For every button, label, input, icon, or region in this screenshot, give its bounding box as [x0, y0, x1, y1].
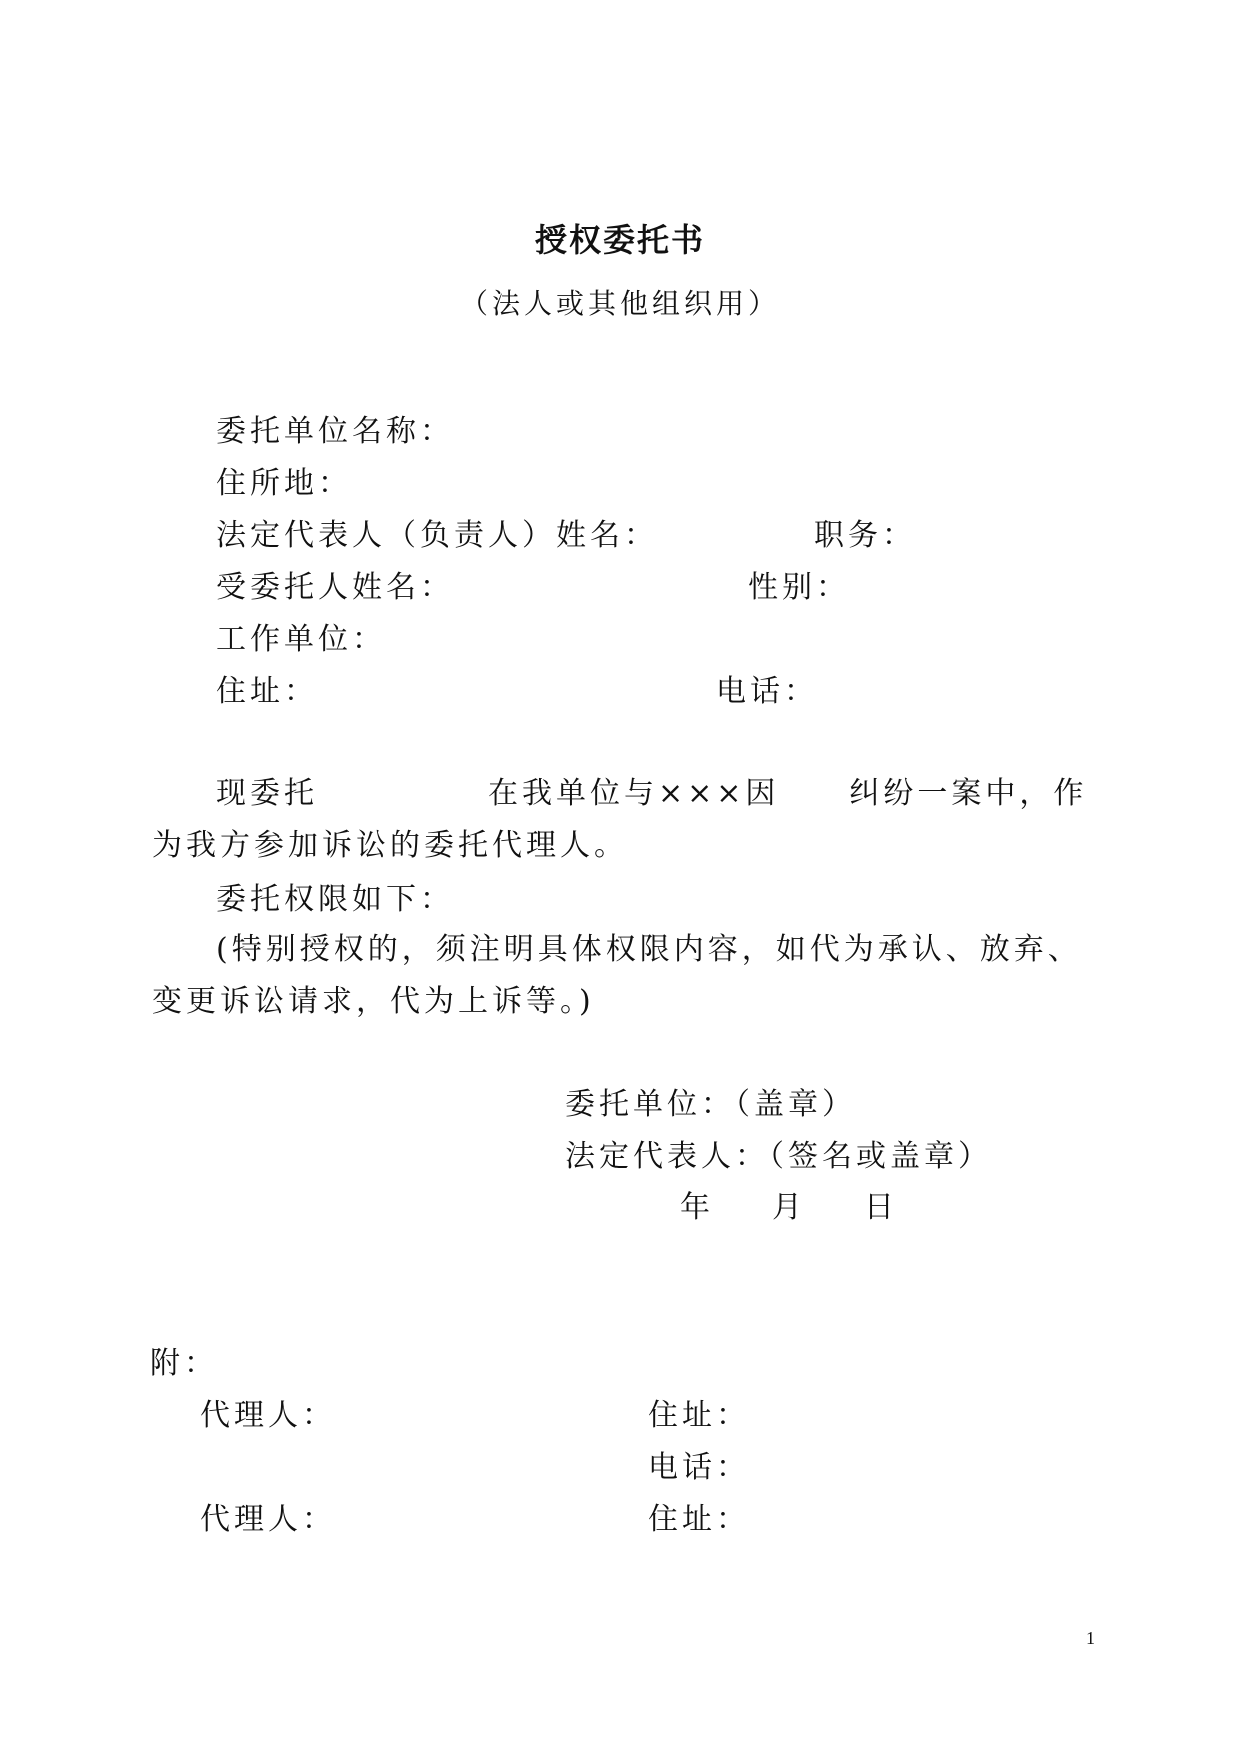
field-agent-name: 受委托人姓名： — [216, 570, 454, 605]
field-domicile: 住所地： — [216, 466, 352, 501]
field-unit-name: 委托单位名称： — [216, 414, 454, 449]
appendix-agent-2-address: 住址： — [648, 1502, 750, 1537]
date-month: 月 — [772, 1190, 802, 1225]
appendix-agent-1-phone: 电话： — [648, 1450, 750, 1485]
field-work-unit: 工作单位： — [216, 622, 386, 657]
date-year: 年 — [680, 1190, 710, 1225]
appendix-agent-2: 代理人： — [200, 1502, 336, 1537]
document-title: 授权委托书 — [534, 221, 705, 259]
body-p1-part-c: 纠纷一案中，作为我方参加诉讼的委托代理人。 — [152, 776, 1088, 863]
appendix-label: 附： — [150, 1346, 218, 1381]
signature-rep-sign: 法定代表人：（签名或盖章） — [565, 1139, 992, 1174]
signature-date — [680, 1188, 894, 1228]
body-paragraph-3: (特别授权的，须注明具体权限内容，如代为承认、放弃、变更诉讼请求，代为上诉等。) — [152, 932, 1082, 1019]
field-position: 职务： — [814, 518, 916, 553]
body-paragraph-1 — [152, 768, 1092, 872]
body-p1-part-a: 现委托 — [216, 776, 318, 811]
signature-unit-seal: 委托单位：（盖章） — [565, 1087, 856, 1122]
page-number: 1 — [1086, 1628, 1095, 1648]
field-phone: 电话： — [716, 674, 818, 709]
field-address: 住址： — [216, 674, 318, 709]
date-day: 日 — [864, 1190, 894, 1225]
body-p1-part-b: 在我单位与×××因 — [488, 776, 780, 811]
field-legal-rep: 法定代表人（负责人）姓名： — [216, 518, 658, 553]
field-gender: 性别： — [748, 570, 850, 605]
document-subtitle: （法人或其他组织用） — [459, 287, 780, 320]
appendix-agent-1: 代理人： — [200, 1398, 336, 1433]
appendix-agent-1-address: 住址： — [648, 1398, 750, 1433]
body-paragraph-2: 委托权限如下： — [216, 882, 454, 917]
